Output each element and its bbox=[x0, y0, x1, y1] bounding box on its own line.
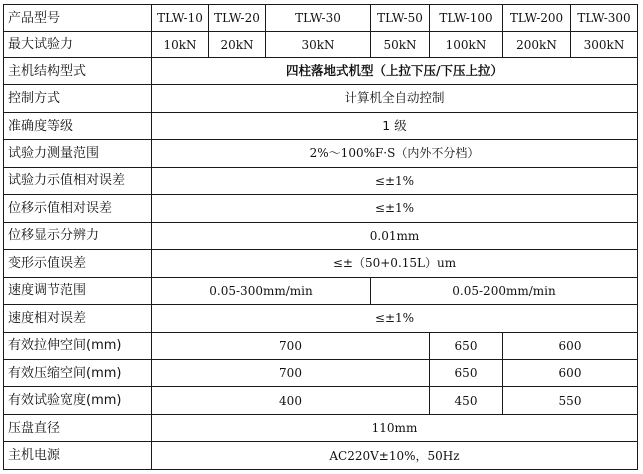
model-cell: TLW-30 bbox=[266, 5, 371, 32]
max-force-cell: 100kN bbox=[430, 32, 503, 57]
max-force-cell: 10kN bbox=[152, 32, 209, 57]
max-force-cell: 50kN bbox=[371, 32, 430, 57]
frame-type-label: 主机结构型式 bbox=[4, 57, 152, 84]
displacement-error-value: ≤±1% bbox=[152, 195, 638, 222]
max-force-cell: 300kN bbox=[571, 32, 638, 57]
compression-space-label: 有效压缩空间(mm) bbox=[4, 359, 152, 386]
max-force-cell: 200kN bbox=[503, 32, 571, 57]
test-width-value: 450 bbox=[430, 387, 503, 414]
max-force-cell: 20kN bbox=[209, 32, 266, 57]
table-row-max-force bbox=[4, 32, 638, 57]
force-range-label: 试验力测量范围 bbox=[4, 140, 152, 167]
table-row-platen-diameter bbox=[4, 414, 638, 441]
displacement-resolution-label: 位移显示分辨力 bbox=[4, 222, 152, 249]
table-row-control-mode bbox=[4, 85, 638, 112]
control-mode-label: 控制方式 bbox=[4, 85, 152, 112]
deformation-error-label: 变形示值误差 bbox=[4, 250, 152, 277]
power-supply-value: AC220V±10%，50Hz bbox=[152, 442, 638, 470]
displacement-resolution-value: 0.01mm bbox=[152, 222, 638, 249]
compression-space-value: 650 bbox=[430, 359, 503, 386]
test-width-label: 有效试验宽度(mm) bbox=[4, 387, 152, 414]
accuracy-label: 准确度等级 bbox=[4, 112, 152, 139]
table-row-speed-range bbox=[4, 277, 638, 304]
model-cell: TLW-100 bbox=[430, 5, 503, 32]
spec-table bbox=[3, 4, 638, 470]
tension-space-value: 700 bbox=[152, 332, 430, 359]
accuracy-value: 1 级 bbox=[152, 112, 638, 139]
tension-space-value: 650 bbox=[430, 332, 503, 359]
tension-space-value: 600 bbox=[503, 332, 638, 359]
table-row-test-width bbox=[4, 387, 638, 414]
table-row-displacement-resolution bbox=[4, 222, 638, 249]
test-width-value: 400 bbox=[152, 387, 430, 414]
compression-space-value: 600 bbox=[503, 359, 638, 386]
tension-space-label: 有效拉伸空间(mm) bbox=[4, 332, 152, 359]
speed-error-value: ≤±1% bbox=[152, 305, 638, 332]
displacement-error-label: 位移示值相对误差 bbox=[4, 195, 152, 222]
max-force-label: 最大试验力 bbox=[4, 32, 152, 57]
table-row-tension-space bbox=[4, 332, 638, 359]
model-label: 产品型号 bbox=[4, 5, 152, 32]
compression-space-value: 700 bbox=[152, 359, 430, 386]
table-row-deformation-error bbox=[4, 250, 638, 277]
table-row-force-range bbox=[4, 140, 638, 167]
model-cell: TLW-10 bbox=[152, 5, 209, 32]
frame-type-value: 四柱落地式机型（上拉下压/下压上拉） bbox=[152, 57, 638, 84]
speed-range-label: 速度调节范围 bbox=[4, 277, 152, 304]
table-row-displacement-error bbox=[4, 195, 638, 222]
force-error-label: 试验力示值相对误差 bbox=[4, 167, 152, 194]
table-row-compression-space bbox=[4, 359, 638, 386]
table-row-accuracy bbox=[4, 112, 638, 139]
control-mode-value: 计算机全自动控制 bbox=[152, 85, 638, 112]
table-row-model bbox=[4, 5, 638, 32]
speed-error-label: 速度相对误差 bbox=[4, 305, 152, 332]
speed-range-value: 0.05-200mm/min bbox=[371, 277, 638, 304]
platen-diameter-value: 110mm bbox=[152, 414, 638, 441]
deformation-error-value: ≤±（50+0.15L）um bbox=[152, 250, 638, 277]
model-cell: TLW-50 bbox=[371, 5, 430, 32]
table-row-force-error bbox=[4, 167, 638, 194]
power-supply-label: 主机电源 bbox=[4, 442, 152, 470]
table-row-power-supply bbox=[4, 442, 638, 470]
table-row-speed-error bbox=[4, 305, 638, 332]
model-cell: TLW-200 bbox=[503, 5, 571, 32]
force-range-value: 2%～100%F·S（内外不分档） bbox=[152, 140, 638, 167]
force-error-value: ≤±1% bbox=[152, 167, 638, 194]
model-cell: TLW-300 bbox=[571, 5, 638, 32]
platen-diameter-label: 压盘直径 bbox=[4, 414, 152, 441]
speed-range-value: 0.05-300mm/min bbox=[152, 277, 371, 304]
model-cell: TLW-20 bbox=[209, 5, 266, 32]
test-width-value: 550 bbox=[503, 387, 638, 414]
max-force-cell: 30kN bbox=[266, 32, 371, 57]
table-row-frame-type bbox=[4, 57, 638, 84]
